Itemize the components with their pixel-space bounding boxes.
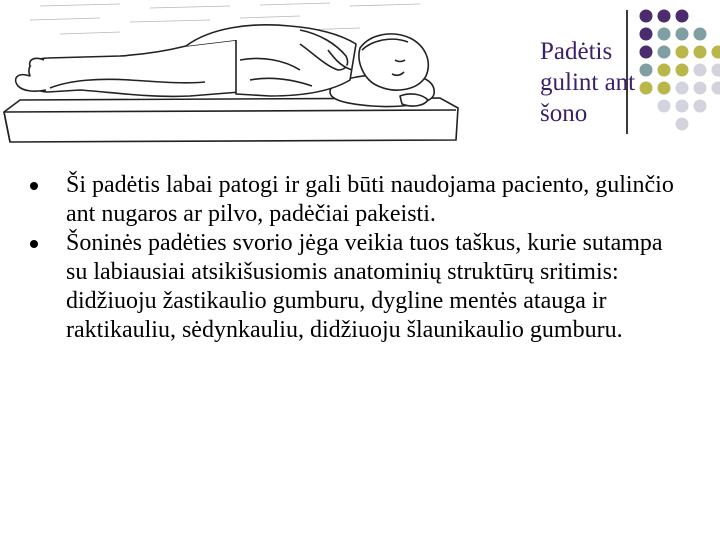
bullet-item	[30, 229, 680, 345]
decorative-dot-grid	[636, 8, 720, 138]
bullet-text: Ši padėtis labai patogi ir gali būti naudojama paciento, gulinčio ant nugaros ar pilvo, padėčiai pakeisti.	[66, 172, 674, 227]
bullet-list	[30, 171, 680, 345]
bullet-item	[30, 171, 680, 229]
dot-grid-dots	[640, 10, 720, 131]
slide-title-line-3: šono	[540, 100, 588, 127]
slide-title	[540, 36, 635, 129]
slide-title-line-1: Padėtis	[540, 38, 613, 65]
side-lying-patient-illustration	[0, 0, 470, 150]
bullet-text: Šoninės padėties svorio jėga veikia tuos taškus, kurie sutampa su labiausiai atsikišusiomis anatominių struktūrų sritimis: didžiuoju žastikaulio gumburu, dygline mentės atauga ir raktikauliu, sėdynkauliu, didžiuoju šlaunikaulio gumburu.	[66, 230, 663, 343]
bullet-dot-icon	[30, 240, 38, 248]
bullet-dot-icon	[30, 182, 38, 190]
slide-title-line-2: gulint ant	[540, 69, 636, 96]
